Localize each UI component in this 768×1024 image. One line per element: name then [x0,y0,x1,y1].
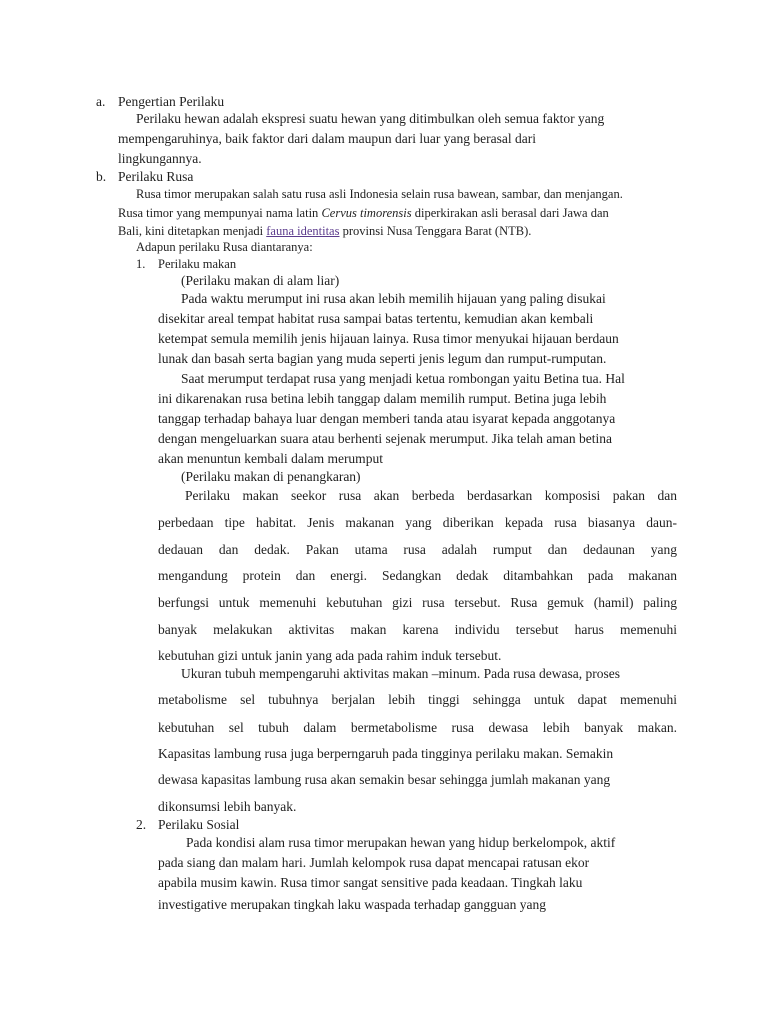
wild-para-2-line-4: dengan mengeluarkan suara atau berhenti sejenak merumput. Jika telah aman betina [158,431,612,446]
wild-para-1-line-3: ketempat semula memilih jenis hijauan lainya. Rusa timor menyukai hijauan berdaun [158,331,619,346]
list-marker-1: 1. [136,257,146,271]
captive-para-1-line-3: dedauan dan dedak. Pakan utama rusa adalah rumput dan dedaunan yang [158,542,677,557]
list-marker-b: b. [96,169,107,184]
captive-para-1-line-4: mengandung protein dan energi. Sedangkan dedak ditambahkan pada makanan [158,568,677,583]
captive-para-2-line-6: dikonsumsi lebih banyak. [158,799,297,814]
wild-para-2-line-1: Saat merumput terdapat rusa yang menjadi ketua rombongan yaitu Betina tua. Hal [181,371,625,386]
latin-name: Cervus timorensis [321,206,412,220]
wild-para-2-line-5: akan menuntun kembali dalam merumput [158,451,383,466]
captive-para-2-line-2: metabolisme sel tubuhnya berjalan lebih tinggi sehingga untuk dapat memenuhi [158,692,677,707]
section-a-line-1: Perilaku hewan adalah ekspresi suatu hewan yang ditimbulkan oleh semua faktor yang [136,111,605,126]
section-b-heading: Perilaku Rusa [118,169,194,184]
wild-para-2-line-2: ini dikarenakan rusa betina lebih tanggap dalam memilih rumput. Betina juga lebih [158,391,607,406]
item-2-heading: Perilaku Sosial [158,817,240,832]
section-b-intro-line-3: Bali, kini ditetapkan menjadi fauna identitas provinsi Nusa Tenggara Barat (NTB). [118,224,532,238]
list-marker-a: a. [96,94,106,109]
fauna-identitas-link[interactable]: fauna identitas [266,224,340,238]
social-para-line-4: investigative merupakan tingkah laku waspada terhadap gangguan yang [158,897,546,912]
wild-para-1-line-4: lunak dan basah serta bagian yang muda seperti jenis legum dan rumput-rumputan. [158,351,607,366]
social-para-line-3: apabila musim kawin. Rusa timor sangat sensitive pada keadaan. Tingkah laku [158,875,583,890]
wild-para-1-line-1: Pada waktu merumput ini rusa akan lebih memilih hijauan yang paling disukai [181,291,606,306]
social-para-line-2: pada siang dan malam hari. Jumlah kelompok rusa dapat mencapai ratusan ekor [158,855,590,870]
captive-para-1-line-6: banyak melakukan aktivitas makan karena individu tersebut harus memenuhi [158,622,677,637]
section-b-intro-line-4: Adapun perilaku Rusa diantaranya: [136,240,313,254]
captive-para-2-line-5: dewasa kapasitas lambung rusa akan semakin besar sehingga jumlah makanan yang [158,772,611,787]
item-1-heading: Perilaku makan [158,257,237,271]
captive-para-2-line-4: Kapasitas lambung rusa juga berperngaruh pada tingginya perilaku makan. Semakin [158,746,614,761]
section-a-line-2: mempengaruhinya, baik faktor dari dalam maupun dari luar yang berasal dari [118,131,536,146]
social-para-line-1: Pada kondisi alam rusa timor merupakan hewan yang hidup berkelompok, aktif [186,835,616,850]
captive-para-1-line-1: Perilaku makan seekor rusa akan berbeda berdasarkan komposisi pakan dan [185,488,677,503]
section-a-line-3: lingkungannya. [118,151,202,166]
captive-para-2-line-1: Ukuran tubuh mempengaruhi aktivitas makan –minum. Pada rusa dewasa, proses [181,666,621,681]
captive-para-1-line-5: berfungsi untuk memenuhi kebutuhan gizi rusa tersebut. Rusa gemuk (hamil) paling [158,595,677,610]
wild-para-1-line-2: disekitar areal tempat habitat rusa sampai batas tertentu, kemudian akan kembali [158,311,594,326]
captive-para-1-line-2: perbedaan tipe habitat. Jenis makanan yang diberikan kepada rusa biasanya daun- [158,515,677,530]
wild-para-2-line-3: tanggap terhadap bahaya luar dengan memberi tanda atau isyarat kepada anggotanya [158,411,616,426]
list-marker-2: 2. [136,817,147,832]
section-b-intro-line-2: Rusa timor yang mempunyai nama latin Cervus timorensis diperkirakan asli berasal dari Jawa dan [118,206,609,220]
captive-para-2-line-3: kebutuhan sel tubuh dalam bermetabolisme rusa dewasa lebih banyak makan. [158,720,677,735]
captive-para-1-line-7: kebutuhan gizi untuk janin yang ada pada rahim induk tersebut. [158,648,502,663]
subheading-wild: (Perilaku makan di alam liar) [181,273,340,288]
section-a-heading: Pengertian Perilaku [118,94,225,109]
section-b-intro-line-1: Rusa timor merupakan salah satu rusa asli Indonesia selain rusa bawean, sambar, dan menjangan. [136,187,623,201]
subheading-captive: (Perilaku makan di penangkaran) [181,469,361,484]
